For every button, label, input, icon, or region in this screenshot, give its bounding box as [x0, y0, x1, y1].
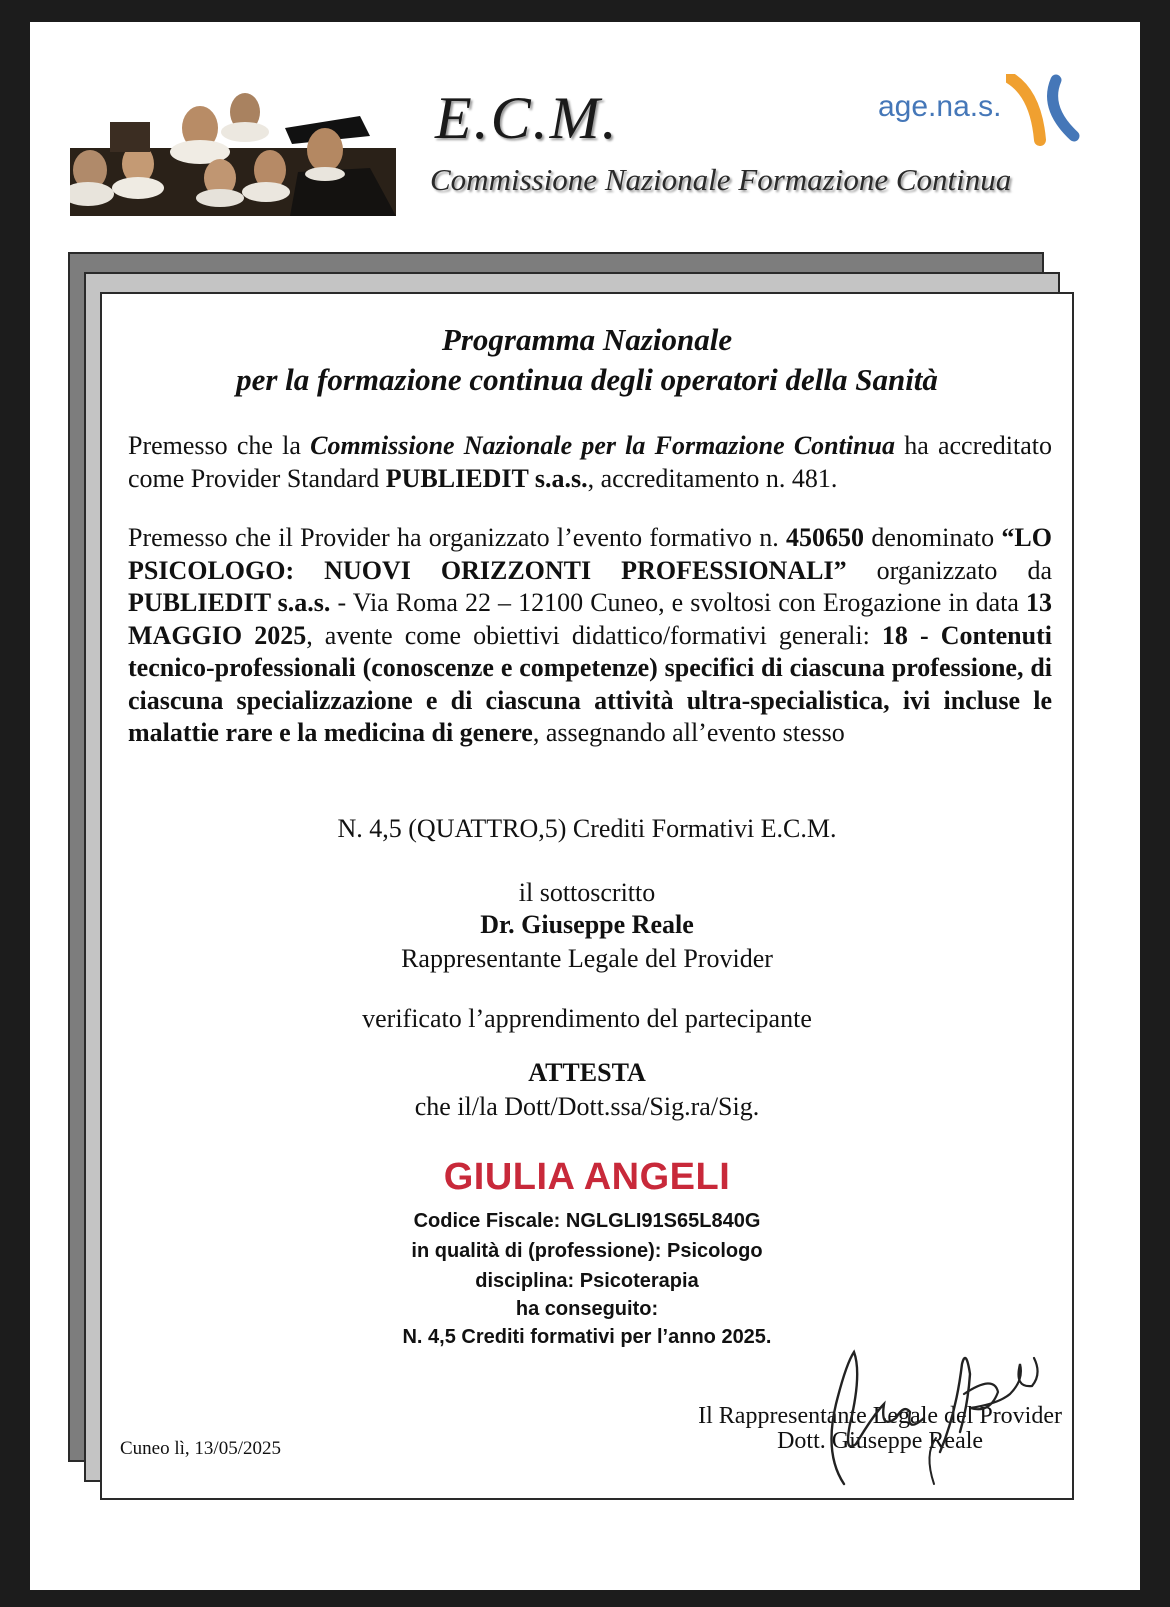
participant-name: GIULIA ANGELI	[443, 1156, 731, 1198]
participant-discipline: disciplina: Psicoterapia	[475, 1270, 699, 1292]
participant-achieved: ha conseguito:	[515, 1298, 659, 1320]
provider-name: PUBLIEDIT s.a.s.	[385, 463, 588, 493]
accreditation-paragraph: Premesso che la Commissione Nazionale per la Formazione Continua ha accreditato come Provider Standard PUBLIEDIT s.a.s., accreditamento n. 481.	[128, 431, 1052, 493]
organizer-name: PUBLIEDIT s.a.s.	[128, 588, 331, 617]
ecm-subtitle: Commissione Nazionale Formazione Continua	[430, 162, 1012, 197]
undersigned-label: il sottoscritto	[518, 878, 656, 907]
signatory-name: Dott. Giuseppe Reale	[777, 1428, 984, 1454]
verified-line: verificato l’apprendimento del partecipante	[362, 1004, 812, 1033]
undersigned-role: Rappresentante Legale del Provider	[401, 944, 773, 973]
place-date: Cuneo lì, 13/05/2025	[120, 1438, 281, 1459]
participant-profession: in qualità di (professione): Psicologo	[411, 1240, 763, 1262]
ecm-title: E.C.M.	[435, 85, 619, 151]
participant-credits: N. 4,5 Crediti formativi per l’anno 2025.	[402, 1326, 772, 1348]
event-name: “LO PSICOLOGO: NUOVI ORIZZONTI PROFESSIONALI”	[128, 523, 1052, 585]
agenas-mark-icon	[1006, 74, 1080, 146]
certificate-sheet	[30, 22, 1140, 1590]
handwritten-signature	[784, 1334, 1044, 1494]
event-paragraph: Premesso che il Provider ha organizzato l’evento formativo n. 450650 denominato “LO PSICOLOGO: NUOVI ORIZZONTI PROFESSIONALI” organizzato da PUBLIEDIT s.a.s. - Via Roma 22 – 12100 Cuneo, e svoltosi con Erogazione in data 13 MAGGIO 2025, avente come obiettivi didattico/formativi generali: 18 - Contenuti tecnico-professionali (conoscenze e competenze) specifici di ciascuna professione, di ciascuna specializzazione e di ciascuna attività ultra-specialistica, ivi incluse le malattie rare e la medicina di genere, assegnando all’evento stesso	[128, 523, 1052, 747]
anatomy-lesson-painting	[70, 88, 396, 216]
event-objective: 18 - Contenuti tecnico-professionali (conoscenze e competenze) specifici di ciascuna professione, di ciascuna specializzazione e di ciascuna attività ultra-specialistica, ivi incluse le malattie rare e la medicina di genere	[128, 620, 1052, 747]
agenas-logo	[878, 74, 1078, 164]
program-title: Programma Nazionale	[441, 322, 733, 357]
certificate-body	[100, 292, 1074, 1500]
certificate-header	[30, 22, 1140, 242]
agenas-logo-text: age.na.s.	[878, 90, 1002, 123]
event-date: 13 MAGGIO 2025	[128, 588, 1052, 650]
undersigned-name: Dr. Giuseppe Reale	[480, 910, 694, 939]
commission-name: Commissione Nazionale per la Formazione Continua	[310, 431, 896, 460]
attesta-subtitle: che il/la Dott/Dott.ssa/Sig.ra/Sig.	[414, 1092, 760, 1121]
attesta-heading: ATTESTA	[528, 1058, 646, 1087]
program-subtitle: per la formazione continua degli operatori della Sanità	[236, 362, 938, 397]
event-number: 450650	[786, 523, 865, 552]
credits-line: N. 4,5 (QUATTRO,5) Crediti Formativi E.C.M.	[337, 814, 837, 843]
participant-fiscal-code: Codice Fiscale: NGLGLI91S65L840G	[413, 1210, 761, 1232]
signatory-title: Il Rappresentante Legale del Provider	[698, 1403, 1062, 1429]
